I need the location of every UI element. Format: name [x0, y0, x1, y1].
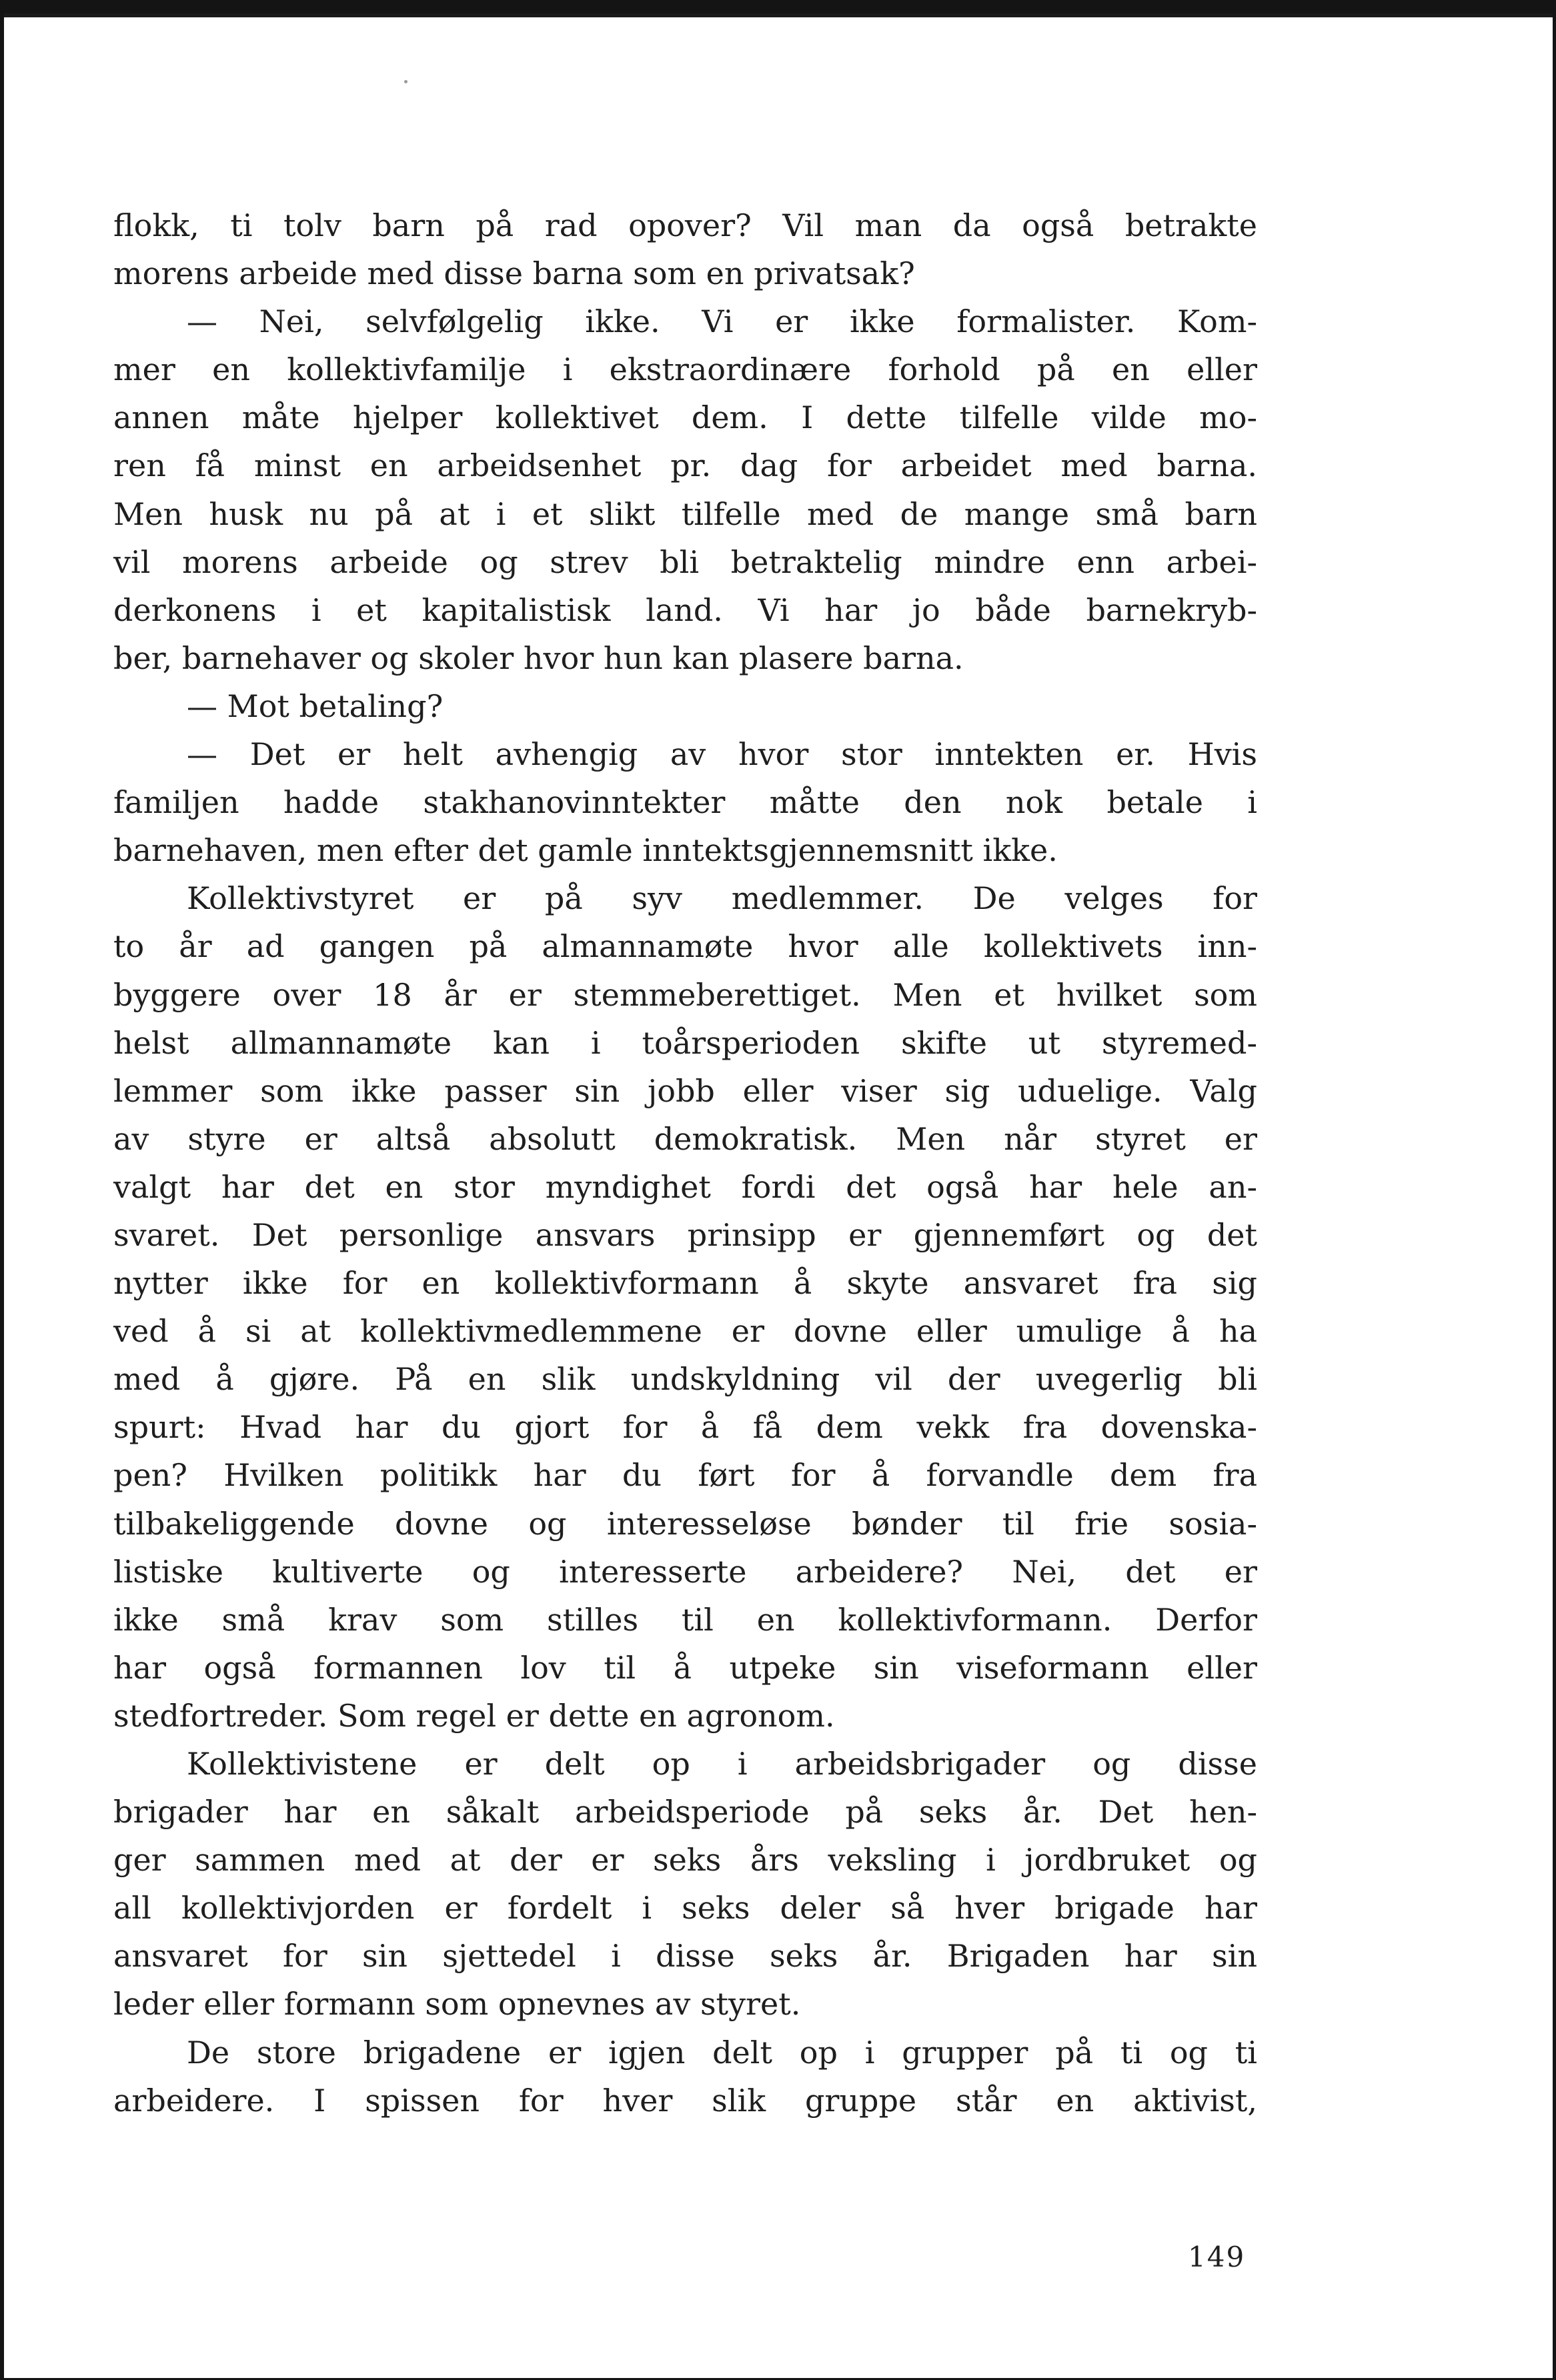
text-line: — Det er helt avhengig av hvor stor inntekten er. Hvis: [187, 736, 1257, 773]
text-line: ved å si at kollektivmedlemmene er dovne eller umulige å ha: [113, 1313, 1257, 1350]
text-line: to år ad gangen på almannamøte hvor alle kollektivets inn-: [113, 928, 1257, 965]
text-line: brigader har en såkalt arbeidsperiode på seks år. Det hen-: [113, 1794, 1257, 1831]
text-line: med å gjøre. På en slik undskyldning vil der uvegerlig bli: [113, 1361, 1257, 1398]
text-line: leder eller formann som opnevnes av styret.: [113, 1986, 801, 2023]
text-line: mer en kollektivfamilje i ekstraordinære forhold på en eller: [113, 351, 1257, 388]
text-line: all kollektivjorden er fordelt i seks deler så hver brigade har: [113, 1890, 1257, 1927]
text-line: vil morens arbeide og strev bli betraktelig mindre enn arbei-: [113, 543, 1257, 580]
text-line: ansvaret for sin sjettedel i disse seks år. Brigaden har sin: [113, 1938, 1257, 1975]
text-line: lemmer som ikke passer sin jobb eller viser sig uduelige. Valg: [113, 1072, 1257, 1109]
text-line: har også formannen lov til å utpeke sin viseformann eller: [113, 1649, 1257, 1686]
text-line: pen? Hvilken politikk har du ført for å forvandle dem fra: [113, 1457, 1257, 1494]
text-line: derkonens i et kapitalistisk land. Vi har jo både barnekryb-: [113, 591, 1257, 628]
text-line: av styre er altså absolutt demokratisk. Men når styret er: [113, 1120, 1257, 1157]
text-line: annen måte hjelper kollektivet dem. I dette tilfelle vilde mo-: [113, 399, 1257, 436]
text-line: byggere over 18 år er stemmeberettiget. Men et hvilket som: [113, 976, 1257, 1013]
text-line: ren få minst en arbeidsenhet pr. dag for arbeidet med barna.: [113, 447, 1257, 484]
text-line: — Mot betaling?: [187, 688, 444, 724]
text-line: barnehaven, men efter det gamle inntektsgjennemsnitt ikke.: [113, 832, 1058, 869]
text-line: arbeidere. I spissen for hver slik gruppe står en aktivist,: [113, 2082, 1257, 2119]
text-line: ber, barnehaver og skoler hvor hun kan plasere barna.: [113, 640, 964, 676]
text-line: flokk, ti tolv barn på rad opover? Vil man da også betrakte: [113, 207, 1257, 243]
text-line: De store brigadene er igjen delt op i grupper på ti og ti: [187, 2034, 1257, 2071]
page-number: 149: [1188, 2241, 1246, 2273]
text-line: Kollektivistene er delt op i arbeidsbrigader og disse: [187, 1746, 1257, 1782]
text-line: Kollektivstyret er på syv medlemmer. De velges for: [187, 880, 1257, 917]
text-line: valgt har det en stor myndighet fordi det også har hele an-: [113, 1168, 1257, 1205]
text-line: tilbakeliggende dovne og interesseløse bønder til frie sosia-: [113, 1505, 1257, 1542]
text-line: spurt: Hvad har du gjort for å få dem vekk fra dovenska-: [113, 1409, 1257, 1446]
text-line: ger sammen med at der er seks års veksling i jordbruket og: [113, 1842, 1257, 1879]
text-line: morens arbeide med disse barna som en privatsak?: [113, 255, 915, 292]
text-line: stedfortreder. Som regel er dette en agronom.: [113, 1697, 835, 1734]
text-line: listiske kultiverte og interesserte arbeidere? Nei, det er: [113, 1553, 1257, 1590]
text-line: Men husk nu på at i et slikt tilfelle med de mange små barn: [113, 495, 1257, 532]
body-text: [113, 201, 1257, 2125]
text-line: ikke små krav som stilles til en kollektivformann. Derfor: [113, 1601, 1257, 1638]
text-line: familjen hadde stakhanovinntekter måtte den nok betale i: [113, 784, 1257, 821]
book-page: [4, 13, 1553, 2378]
text-line: helst allmannamøte kan i toårsperioden skifte ut styremed-: [113, 1024, 1257, 1061]
text-line: nytter ikke for en kollektivformann å skyte ansvaret fra sig: [113, 1265, 1257, 1302]
text-line: — Nei, selvfølgelig ikke. Vi er ikke formalister. Kom-: [187, 303, 1257, 340]
paper-speck: [404, 80, 408, 83]
text-line: svaret. Det personlige ansvars prinsipp er gjennemført og det: [113, 1216, 1257, 1253]
